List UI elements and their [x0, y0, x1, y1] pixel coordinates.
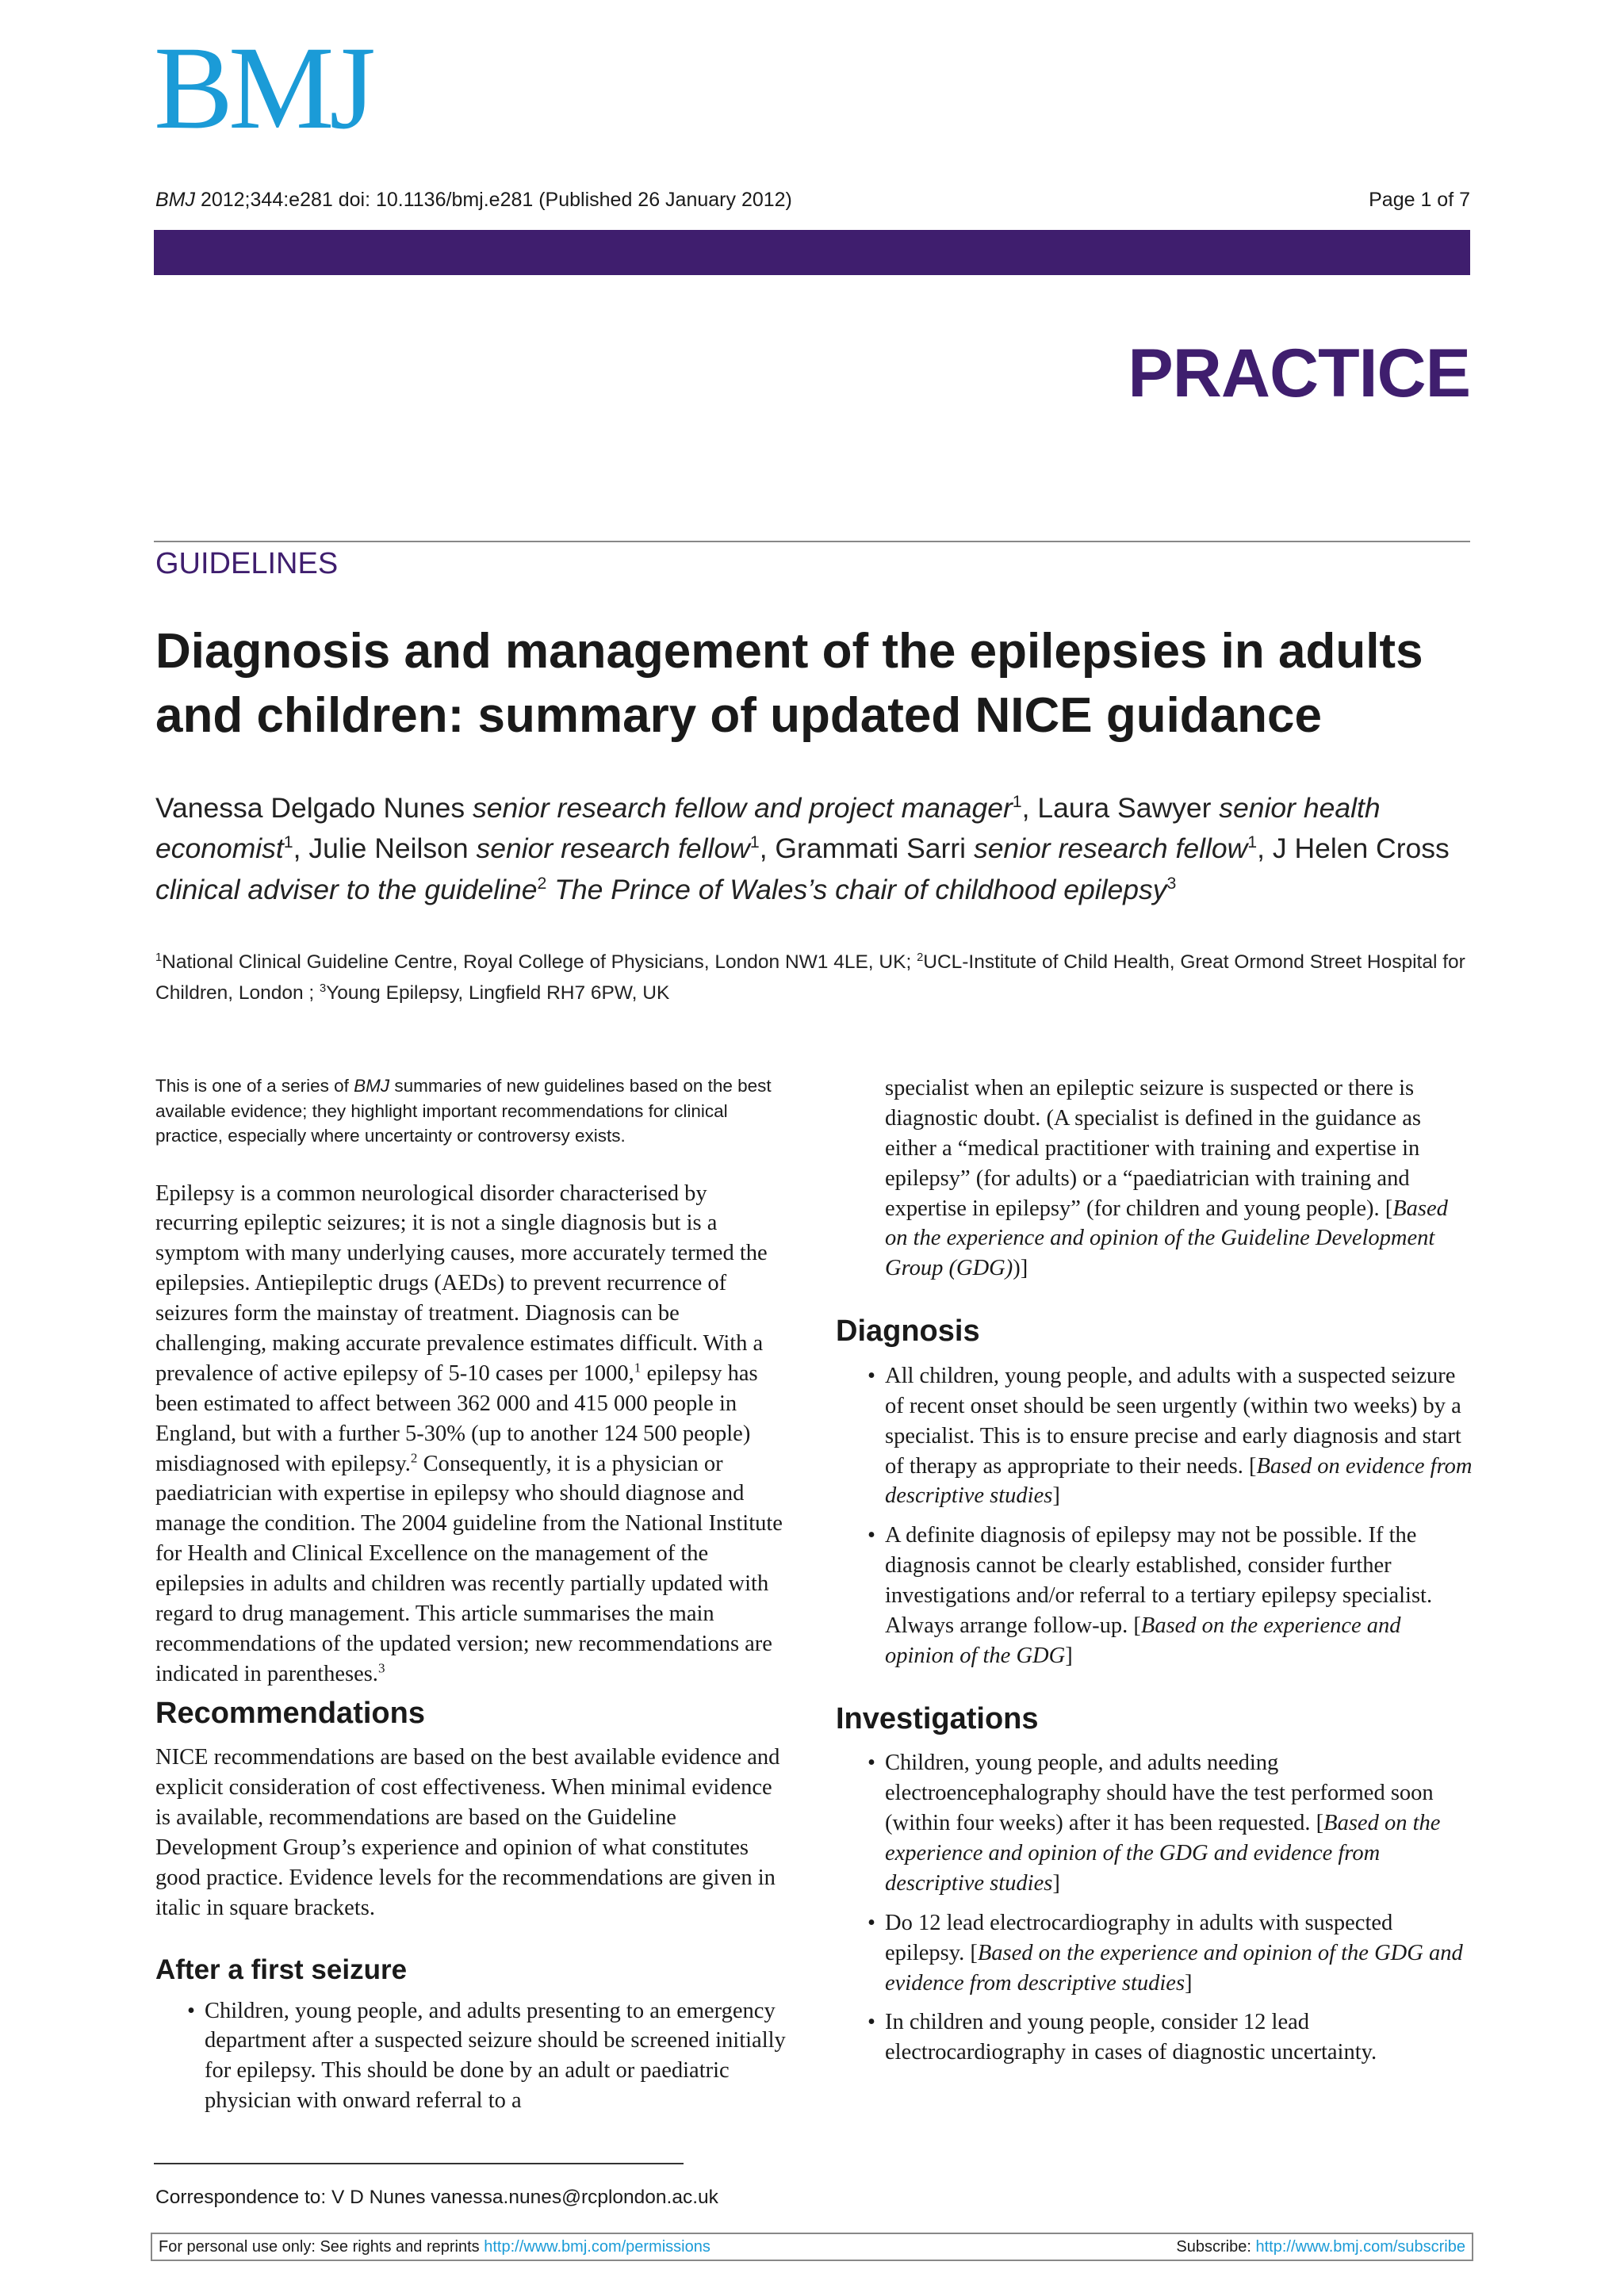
footer-subscribe	[1176, 2238, 1465, 2256]
recommendation-item	[155, 1996, 790, 2117]
author-role: senior research fellow	[973, 832, 1248, 865]
author-name: J Helen Cross	[1272, 832, 1450, 865]
author-affiliation-ref: 1	[283, 832, 293, 852]
after-first-seizure-heading: After a first seizure	[155, 1954, 408, 1985]
evidence-level: Based on the experience and opinion of the GDG	[885, 1613, 1401, 1668]
divider	[154, 541, 1470, 542]
affiliation-text: National Clinical Guideline Centre, Royal College of Physicians, London NW1 4LE, UK;	[162, 951, 917, 973]
standfirst-text: This is one of a series of	[155, 1076, 354, 1096]
affiliation-number: 2	[917, 951, 924, 964]
affiliation-text: UCL-Institute of Child Health, Great Ormond Street Hospital for Children, London ;	[155, 951, 1465, 1004]
left-column	[155, 1073, 790, 2126]
correspondence: Correspondence to: V D Nunes vanessa.nunes@rcplondon.ac.uk	[155, 2187, 718, 2208]
reference-mark: 3	[377, 1660, 385, 1676]
journal-name: BMJ	[354, 1076, 390, 1096]
recommendation-item	[836, 1521, 1474, 1670]
article-title: Diagnosis and management of the epilepsies in adults and children: summary of updated NICE guidance	[155, 624, 1423, 743]
citation-line	[155, 189, 792, 212]
affiliation-number: 3	[320, 982, 327, 996]
bullet: •	[868, 1910, 875, 1935]
recommendations-heading: Recommendations	[155, 1696, 425, 1730]
intro-text: Epilepsy is a common neurological disorder characterised by recurring epileptic seizures; it is not a single diagnosis but is a symptom with many underlying causes, more accurately termed the epilepsies. Antiepileptic drugs (AEDs) to prevent recurrence of seizures form the mainstay of treatment. Diagnosis can be challenging, making accurate prevalence estimates difficult. With a prevalence of active epilepsy of 5-10 cases per 1000,	[155, 1181, 768, 1386]
author-role: senior research fellow and project manager	[472, 792, 1013, 824]
author-name: Laura Sawyer	[1037, 792, 1212, 824]
author-affiliation-ref: 1	[1012, 792, 1022, 812]
intro-text: epilepsy has been estimated to affect between 362 000 and 415 000 people in England, but with a further 5-30% (up to another 124 500 people) misdiagnosed with epilepsy.	[155, 1360, 758, 1476]
journal-name: BMJ	[155, 189, 195, 211]
citation-details: 2012;344:e281 doi: 10.1136/bmj.e281 (Published 26 January 2012)	[195, 189, 792, 211]
standfirst-text: summaries of new guidelines based on the best available evidence; they highlight important recommendations for clinical practice, especially where uncertainty or controversy exists.	[155, 1076, 772, 1146]
author-affiliation-ref: 3	[1166, 874, 1177, 894]
right-column	[836, 1073, 1474, 2077]
affiliation-text: Young Epilepsy, Lingfield RH7 6PW, UK	[326, 982, 670, 1004]
intro-text: Consequently, it is a physician or paediatrician with expertise in epilepsy who should diagnose and manage the condition. The 2004 guideline from the National Institute for Health and Clinical Excellence on the management of the epilepsies in adults and children was recently partially updated with regard to drug management. This article summarises the main recommendations of the updated version; new recommendations are indicated in parentheses.	[155, 1451, 783, 1686]
footer-subscribe-text: Subscribe:	[1176, 2238, 1256, 2256]
recommendation-list	[155, 1996, 790, 2117]
diagnosis-heading: Diagnosis	[836, 1314, 980, 1349]
reference-mark: 2	[410, 1450, 418, 1466]
section-heading: PRACTICE	[1128, 335, 1470, 411]
recommendation-item	[836, 1361, 1474, 1511]
affiliation-number: 1	[155, 951, 163, 964]
author-list: Vanessa Delgado Nunes senior research fellow and project manager$^1$, Laura Sawyer senior health economist$^1$, Julie Neilson senior research fellow$^1$, Grammati Sarri senior research fellow$^1$, J Helen Cross clinical adviser to the guideline$^2$ The Prince of Wales’s chair of childhood epilepsy$^3$	[155, 792, 1450, 905]
recommendation-item	[836, 2007, 1474, 2068]
recommendation-text: ]	[1052, 1483, 1060, 1509]
page-footer	[151, 2233, 1473, 2261]
investigations-heading: Investigations	[836, 1701, 1039, 1735]
footer-rights-text: For personal use only: See rights and reprints	[159, 2238, 485, 2256]
evidence-level: Based on evidence from descriptive studies	[885, 1453, 1473, 1509]
recommendation-text: Do 12 lead electrocardiography in adults with suspected epilepsy. [	[885, 1910, 1393, 1965]
subscribe-link[interactable]: http://www.bmj.com/subscribe	[1255, 2238, 1465, 2256]
bullet: •	[868, 2010, 875, 2035]
author-name: Vanessa Delgado Nunes	[155, 792, 465, 824]
recommendation-text: specialist when an epileptic seizure is suspected or there is diagnostic doubt. (A specialist is defined in the guidance as either a “medical practitioner with training and expertise in epilepsy” (for adults) or a “paediatrician with training and expertise in epilepsy” (for children and young people). [	[885, 1076, 1421, 1221]
recommendation-item	[836, 1908, 1474, 1999]
affiliations	[155, 947, 1472, 1008]
standfirst	[155, 1073, 790, 1149]
recommendation-continuation	[836, 1073, 1474, 1284]
footer-rights	[159, 2238, 710, 2256]
bullet: •	[187, 1998, 195, 2023]
bullet: •	[868, 1523, 875, 1548]
recommendation-text: ]	[1185, 1970, 1193, 1996]
recommendation-text: In children and young people, consider 12 lead electrocardiography in cases of diagnostic uncertainty.	[885, 2010, 1377, 2065]
recommendation-text: )]	[1013, 1256, 1028, 1281]
header-band	[154, 230, 1470, 275]
author-name: Grammati Sarri	[775, 832, 967, 865]
footnote-divider	[154, 2163, 684, 2164]
author-role: clinical adviser to the guideline	[155, 873, 538, 905]
intro-paragraph	[155, 1179, 790, 1689]
recommendation-text: Children, young people, and adults presenting to an emergency department after a suspected seizure should be screened initially for epilepsy. This should be done by an adult or paediatric physician with onward referral to a	[205, 1998, 786, 2114]
bmj-logo: BMJ	[154, 22, 371, 154]
recommendation-text: All children, young people, and adults with a suspected seizure of recent onset should be seen urgently (within two weeks) by a specialist. This is to ensure precise and early diagnosis and start of therapy as appropriate to their needs. [	[885, 1363, 1461, 1479]
recommendation-text: A definite diagnosis of epilepsy may not be possible. If the diagnosis cannot be clearly established, consider further investigations and/or referral to a tertiary epilepsy specialist. Always arrange follow-up. [	[885, 1523, 1433, 1638]
diagnosis-list	[836, 1361, 1474, 1671]
author-role: The Prince of Wales’s chair of childhood epilepsy	[554, 873, 1167, 905]
author-affiliation-ref: 1	[1247, 832, 1258, 852]
author-role: senior research fellow	[476, 832, 750, 865]
page-number: Page 1 of 7	[1369, 189, 1470, 211]
recommendations-paragraph: NICE recommendations are based on the best available evidence and explicit consideration of cost effectiveness. When minimal evidence is available, recommendations are based on the Guideline Development Group’s experience and opinion of what constitutes good practice. Evidence levels for the recommendations are given in italic in square brackets.	[155, 1745, 780, 1920]
author-affiliation-ref: 1	[749, 832, 760, 852]
bullet: •	[868, 1363, 875, 1388]
investigations-list	[836, 1748, 1474, 2068]
recommendation-text: Children, young people, and adults needing electroencephalography should have the test performed soon (within four weeks) after it has been requested. [	[885, 1751, 1434, 1836]
evidence-level: Based on the experience and opinion of the GDG and evidence from descriptive studies	[885, 1940, 1463, 1996]
author-affiliation-ref: 2	[537, 874, 547, 894]
recommendation-item	[836, 1748, 1474, 1898]
evidence-level: Based on the experience and opinion of the Guideline Development Group (GDG)	[885, 1196, 1448, 1281]
article-type: GUIDELINES	[155, 547, 339, 580]
author-name: Julie Neilson	[308, 832, 469, 865]
evidence-level: Based on the experience and opinion of the GDG and evidence from descriptive studies	[885, 1811, 1441, 1896]
reference-mark: 1	[634, 1360, 642, 1376]
recommendation-text: ]	[1065, 1643, 1073, 1668]
author-role: senior health economist	[155, 792, 1381, 865]
recommendation-text: ]	[1052, 1870, 1060, 1896]
bullet: •	[868, 1751, 875, 1776]
permissions-link[interactable]: http://www.bmj.com/permissions	[484, 2238, 710, 2256]
